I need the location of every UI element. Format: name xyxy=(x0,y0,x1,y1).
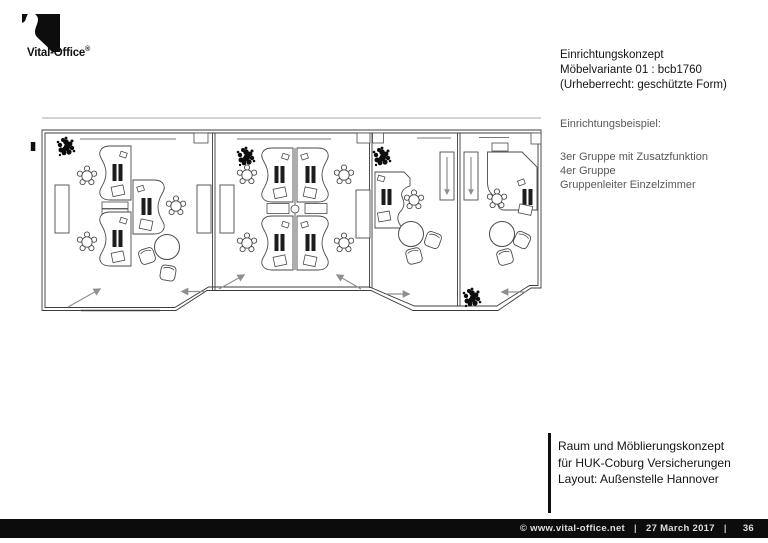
cabinet xyxy=(356,190,370,238)
room-2-group xyxy=(237,147,354,270)
desk-link xyxy=(305,204,327,214)
concept-title: Einrichtungskonzept xyxy=(560,49,664,61)
footer-website-link[interactable]: © www.vital-office.net xyxy=(519,523,626,534)
example-item: Gruppenleiter Einzelzimmer xyxy=(560,179,696,191)
workstation-desk xyxy=(100,146,131,200)
meeting-table xyxy=(399,222,424,247)
project-accent-bar xyxy=(548,433,551,513)
desk-link xyxy=(267,204,289,214)
visitor-chair xyxy=(159,264,176,281)
plant-icon xyxy=(373,147,392,167)
workstation-desk xyxy=(297,148,328,202)
cabinet xyxy=(220,185,234,233)
floor-plan-drawing xyxy=(28,106,550,320)
concept-copyright: (Urheberrecht: geschützte Form) xyxy=(560,79,727,91)
project-line: Raum und Möblierungskonzept xyxy=(558,439,725,453)
visitor-chair xyxy=(423,230,442,249)
meeting-table xyxy=(490,222,515,247)
footer-date: 27 March 2017 xyxy=(645,523,715,534)
cable-grommet xyxy=(291,205,299,213)
workstation-desk xyxy=(262,216,293,270)
office-chair xyxy=(404,190,423,209)
workstation-desk xyxy=(133,180,164,234)
project-line: für HUK-Coburg Versicherungen xyxy=(558,455,731,470)
meeting-table xyxy=(155,235,180,260)
office-chair xyxy=(237,165,256,184)
workstation-desk xyxy=(100,212,131,266)
door-hinge-mark xyxy=(31,142,36,151)
brand-text: Vital-Office xyxy=(27,46,86,59)
office-chair xyxy=(237,233,256,252)
example-item: 3er Gruppe mit Zusatzfunktion xyxy=(560,151,708,163)
concept-block xyxy=(560,48,727,93)
visitor-chair xyxy=(512,230,532,250)
office-chair xyxy=(334,165,353,184)
room-3-group xyxy=(373,147,443,265)
concept-variant: Möbelvariante 01 : bcb1760 xyxy=(560,64,702,76)
footer-separator: | xyxy=(723,523,727,534)
office-chair xyxy=(77,166,96,185)
example-item: 4er Gruppe xyxy=(560,165,616,177)
footer-bar xyxy=(0,519,768,538)
vital-office-logo xyxy=(22,14,152,59)
example-heading: Einrichtungsbeispiel: xyxy=(560,118,661,130)
footer-page-number: 36 xyxy=(742,523,754,534)
office-chair xyxy=(334,233,353,252)
registered-mark: ® xyxy=(85,46,91,53)
office-chair xyxy=(166,196,185,215)
visitor-chair xyxy=(138,247,157,266)
visitor-chair xyxy=(405,247,423,265)
example-block xyxy=(560,117,708,192)
project-line: Layout: Außenstelle Hannover xyxy=(558,472,719,486)
workstation-desk xyxy=(297,216,328,270)
plant-icon xyxy=(237,147,256,167)
footer-separator: | xyxy=(634,523,637,534)
logo-wordmark xyxy=(27,46,152,59)
plant-icon xyxy=(57,137,76,157)
cabinet xyxy=(55,185,69,233)
desk-link xyxy=(102,202,128,209)
room-1-group xyxy=(57,137,186,282)
office-chair xyxy=(77,232,96,251)
visitor-chair xyxy=(496,248,514,266)
cabinet xyxy=(197,185,211,233)
plant-icon xyxy=(463,288,482,308)
workstation-desk xyxy=(262,148,293,202)
